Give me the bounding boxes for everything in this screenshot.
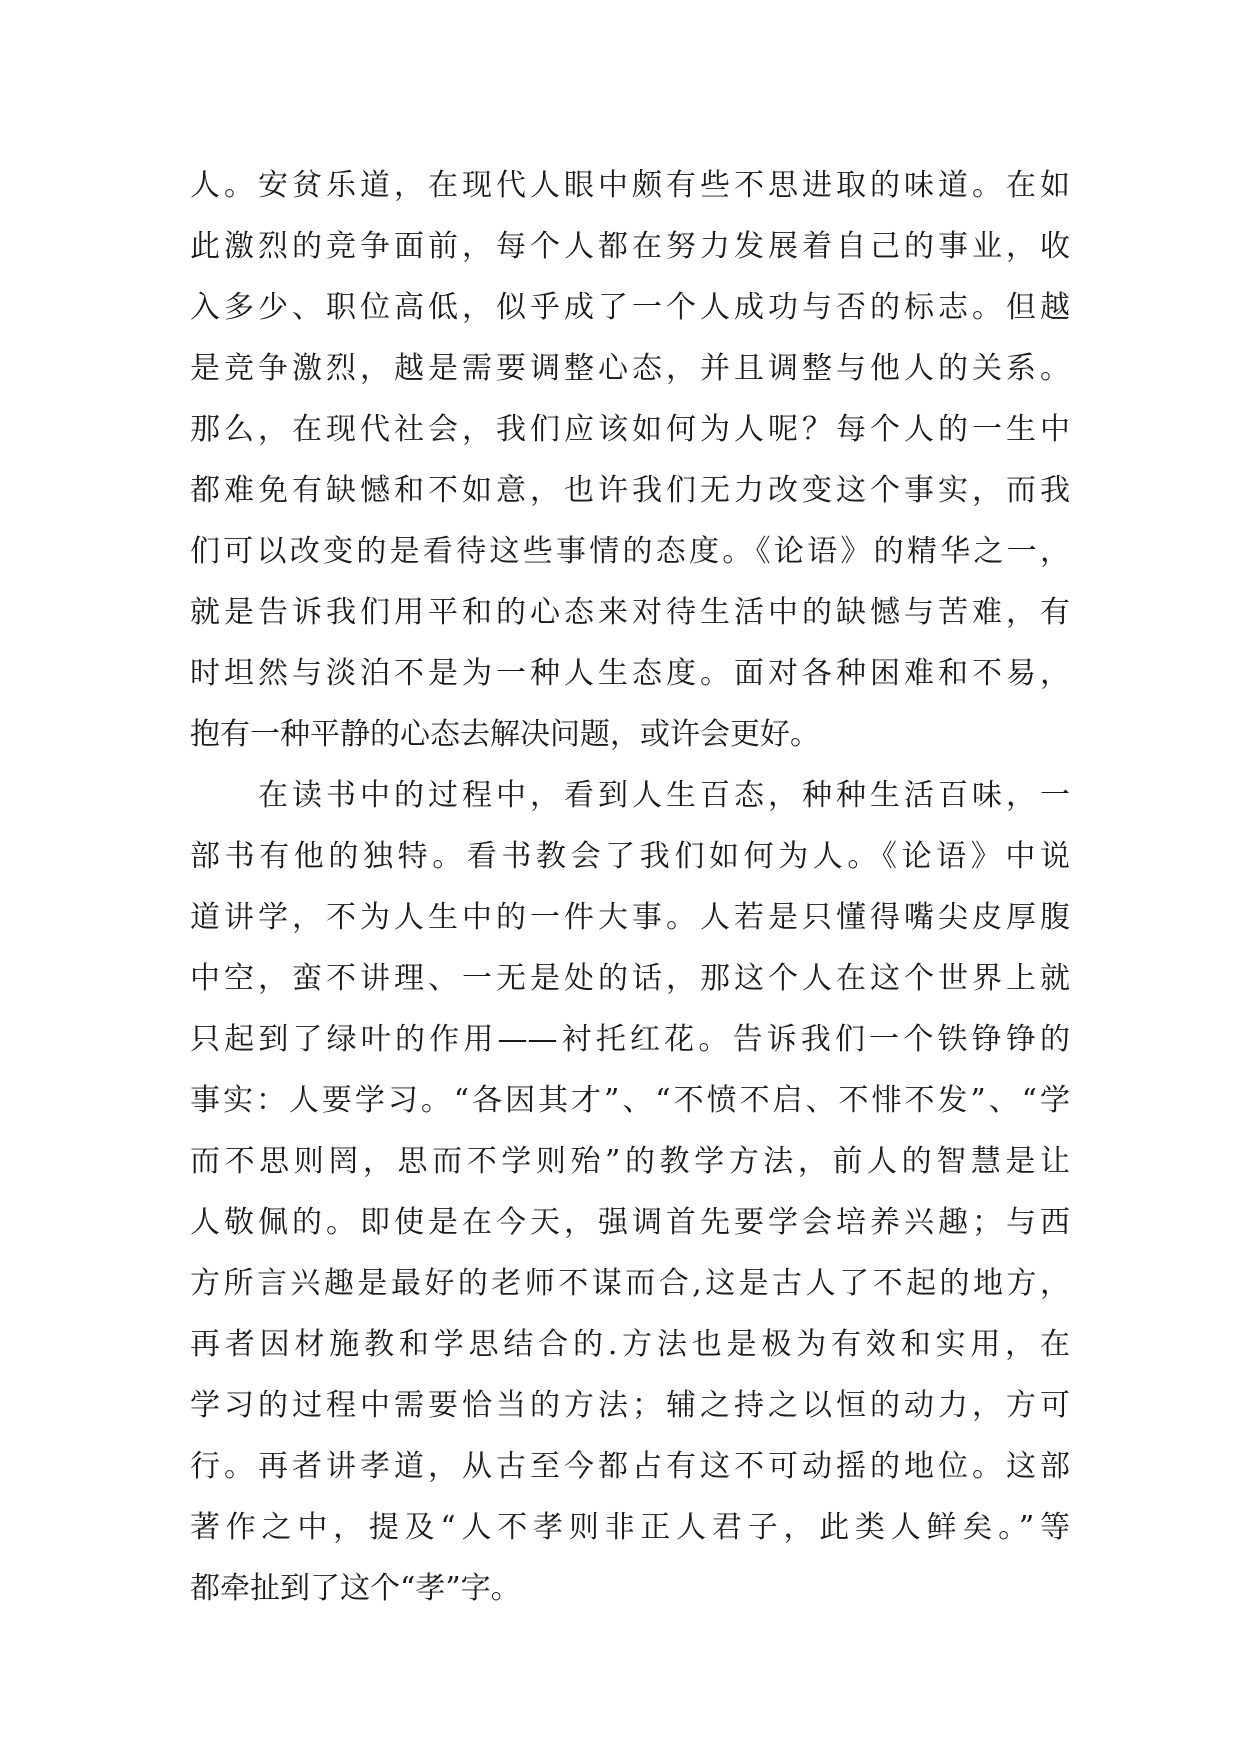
text-line: 就是告诉我们用平和的心态来对待生活中的缺憾与苦难，有 bbox=[190, 595, 1070, 630]
text-line: 只起到了绿叶的作用——衬托红花。告诉我们一个铁铮铮的 bbox=[190, 1022, 1070, 1057]
text-line: 事实：人要学习。“各因其才”、“不愤不启、不悱不发”、“学 bbox=[190, 1083, 1070, 1118]
text-line: 方所言兴趣是最好的老师不谋而合,这是古人了不起的地方， bbox=[190, 1266, 1070, 1301]
text-line: 部书有他的独特。看书教会了我们如何为人。《论语》中说 bbox=[190, 839, 1070, 874]
text-line: 学习的过程中需要恰当的方法；辅之持之以恒的动力，方可 bbox=[190, 1388, 1070, 1423]
text-line: 抱有一种平静的心态去解决问题，或许会更好。 bbox=[190, 717, 820, 752]
text-line: 此激烈的竞争面前，每个人都在努力发展着自己的事业，收 bbox=[190, 229, 1070, 264]
text-line: 人敬佩的。即使是在今天，强调首先要学会培养兴趣；与西 bbox=[190, 1205, 1070, 1240]
text-line: 人。安贫乐道，在现代人眼中颇有些不思进取的味道。在如 bbox=[190, 168, 1070, 203]
text-line: 入多少、职位高低，似乎成了一个人成功与否的标志。但越 bbox=[190, 290, 1070, 325]
text-line: 那么，在现代社会，我们应该如何为人呢？每个人的一生中 bbox=[190, 412, 1070, 447]
text-line: 在读书中的过程中，看到人生百态，种种生活百味，一 bbox=[258, 778, 1070, 813]
text-line: 时坦然与淡泊不是为一种人生态度。面对各种困难和不易， bbox=[190, 656, 1070, 691]
text-line: 再者因材施教和学思结合的.方法也是极为有效和实用，在 bbox=[190, 1327, 1070, 1362]
text-line: 中空，蛮不讲理、一无是处的话，那这个人在这个世界上就 bbox=[190, 961, 1070, 996]
text-line: 们可以改变的是看待这些事情的态度。《论语》的精华之一， bbox=[190, 534, 1070, 569]
text-line: 都难免有缺憾和不如意，也许我们无力改变这个事实，而我 bbox=[190, 473, 1070, 508]
text-line: 都牵扯到了这个“孝”字。 bbox=[190, 1571, 521, 1606]
text-line: 是竞争激烈，越是需要调整心态，并且调整与他人的关系。 bbox=[190, 351, 1070, 386]
text-line: 著作之中，提及“人不孝则非正人君子，此类人鲜矣。”等 bbox=[190, 1510, 1070, 1545]
text-line: 道讲学，不为人生中的一件大事。人若是只懂得嘴尖皮厚腹 bbox=[190, 900, 1070, 935]
document-body bbox=[190, 155, 1070, 1619]
paragraph-2 bbox=[190, 765, 1070, 1619]
text-line: 行。再者讲孝道，从古至今都占有这不可动摇的地位。这部 bbox=[190, 1449, 1070, 1484]
text-line: 而不思则罔，思而不学则殆”的教学方法，前人的智慧是让 bbox=[190, 1144, 1070, 1179]
paragraph-1 bbox=[190, 155, 1070, 765]
